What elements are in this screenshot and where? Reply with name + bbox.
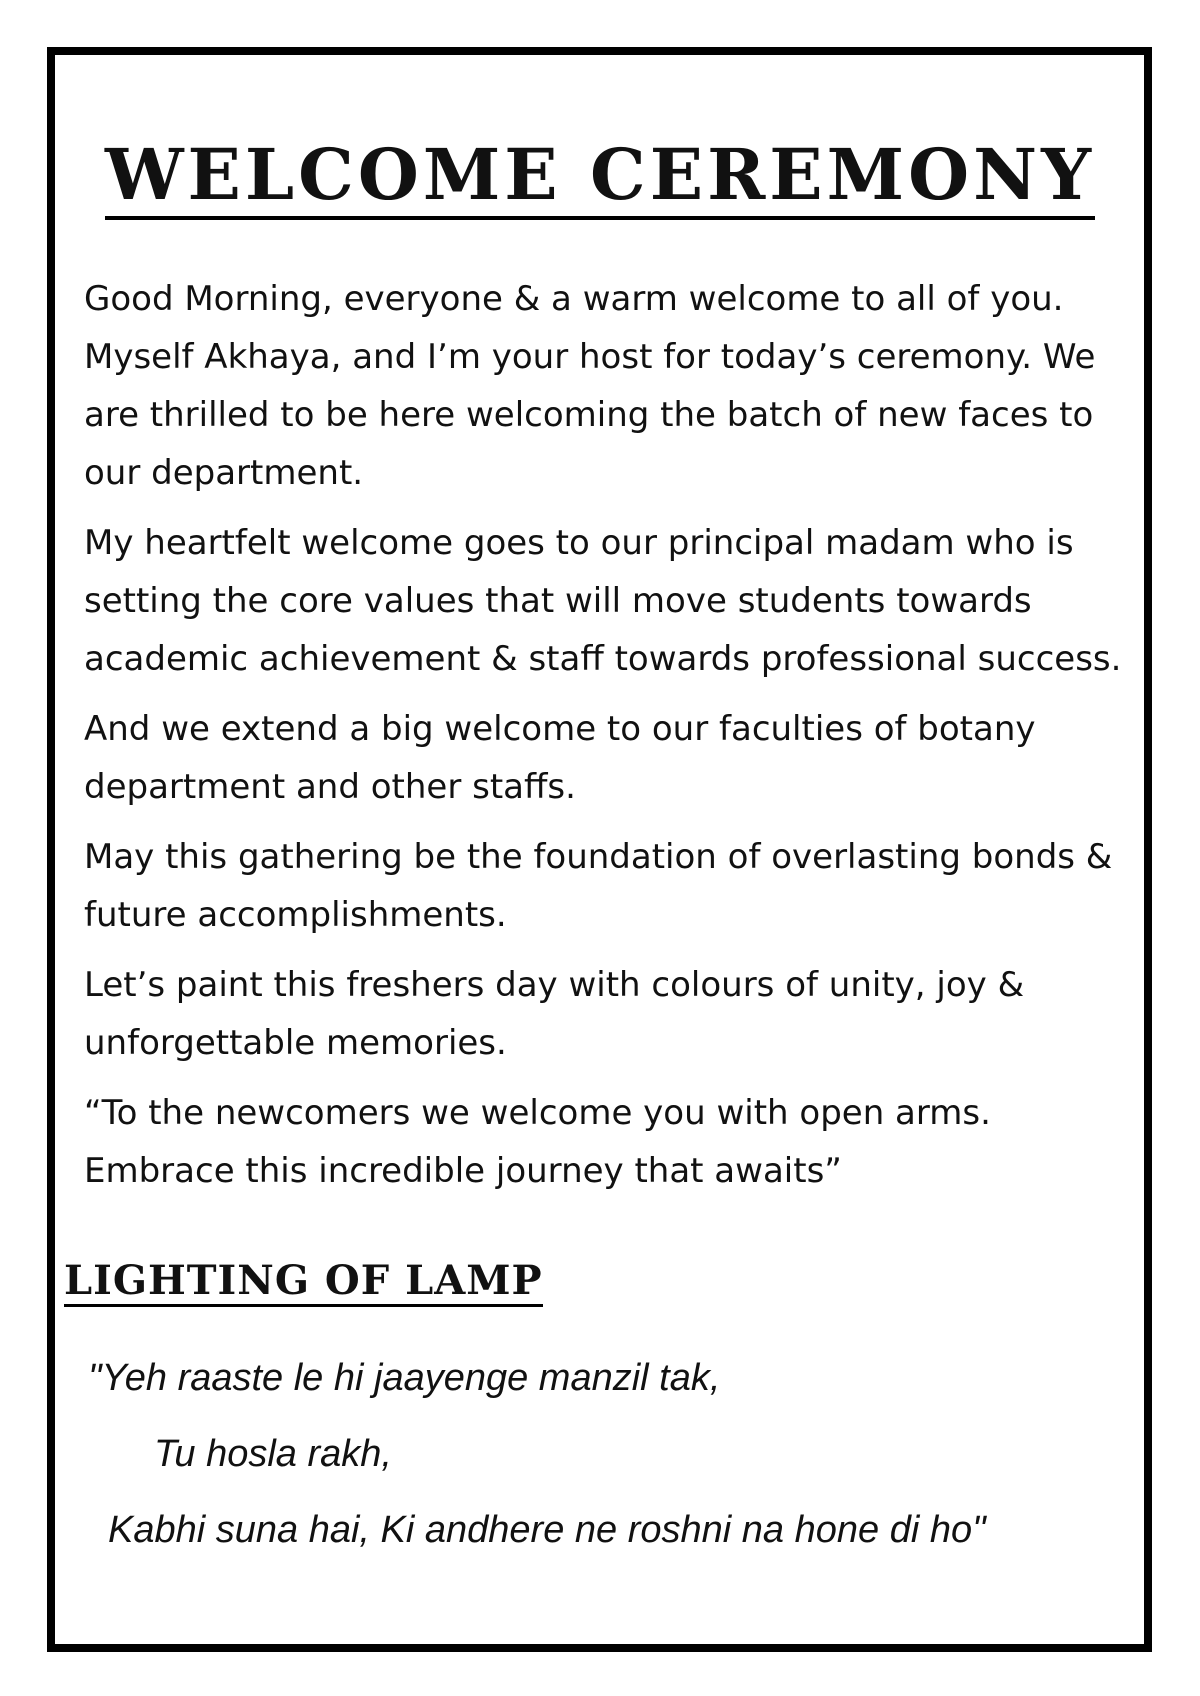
speech-body bbox=[64, 270, 1146, 1212]
paragraph-principal-welcome: My heartfelt welcome goes to our principal madam who is setting the core values that will move students towards academic achievement & staff towards professional success. bbox=[84, 523, 1122, 679]
paragraph-gathering: May this gathering be the foundation of overlasting bonds & future accomplishments. bbox=[84, 837, 1113, 935]
quote-line-1: "Yeh raaste le hi jaayenge manzil tak, bbox=[88, 1357, 721, 1399]
paragraph-faculty-welcome: And we extend a big welcome to our faculties of botany department and other staffs. bbox=[84, 709, 1036, 807]
page-title: WELCOME CEREMONY bbox=[105, 140, 1095, 220]
paragraph-greeting: Good Morning, everyone & a warm welcome to all of you. Myself Akhaya, and I’m your host for today’s ceremony. We are thrilled to be here welcoming the batch of new faces to our department. bbox=[84, 279, 1096, 493]
paragraph-freshers-day: Let’s paint this freshers day with colours of unity, joy & unforgettable memories. bbox=[84, 965, 1025, 1063]
quote-line-3: Kabhi suna hai, Ki andhere ne roshni na hone di ho" bbox=[108, 1509, 986, 1551]
lamp-quote bbox=[64, 1340, 1124, 1568]
paragraph-newcomers-quote: “To the newcomers we welcome you with open arms. Embrace this incredible journey that awaits” bbox=[84, 1093, 991, 1191]
section-heading-lighting-of-lamp: LIGHTING OF LAMP bbox=[64, 1260, 543, 1307]
page-title-container bbox=[0, 133, 1200, 220]
quote-line-2: Tu hosla rakh, bbox=[154, 1433, 392, 1475]
